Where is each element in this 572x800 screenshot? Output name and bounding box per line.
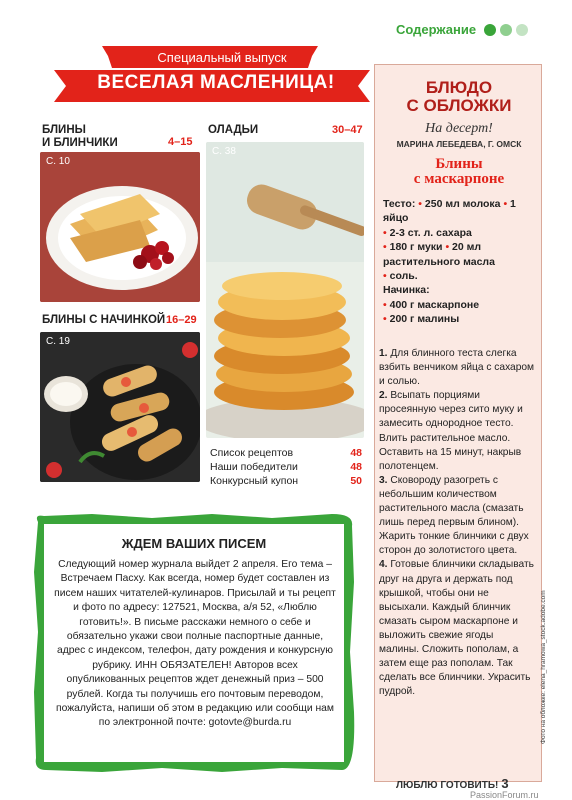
photo-credit: Фото на обложке: elena_hramowa_stock.adobe.com <box>540 590 547 744</box>
category-label-line1: БЛИНЫ <box>42 124 86 136</box>
filling-label: Начинка: <box>383 284 430 297</box>
dough-label: Тесто: <box>383 198 416 210</box>
step-number: 2. <box>379 390 388 402</box>
toc-header <box>396 22 528 37</box>
page-number: 3 <box>501 776 509 791</box>
cover-recipe-panel <box>374 64 542 782</box>
ingredient: 200 г малины <box>389 313 460 326</box>
ingredient: соль. <box>389 270 418 283</box>
special-issue-ribbon <box>54 46 370 104</box>
bullet-icon: • <box>383 226 387 239</box>
category-label-oladi[interactable] <box>208 124 258 137</box>
toc-dot-2 <box>500 24 512 36</box>
photo-oladi[interactable] <box>206 142 364 438</box>
toc-row-label: Конкурсный купон <box>210 475 299 487</box>
watermark: PassionForum.ru <box>470 790 539 800</box>
toc-title: Содержание <box>396 22 477 37</box>
step-text: Сковороду разогреть с небольшим количеством растительного масла (смазать лишь перед первым блином). Жарить тонкие блинчики с двух сторон до золотистого цвета. <box>379 474 529 557</box>
fritters-stack-illustration <box>206 142 364 438</box>
ingredients <box>383 197 539 327</box>
category-label-line1: ОЛАДЬИ <box>208 124 259 136</box>
recipe-step <box>379 558 535 699</box>
bullet-icon: • <box>418 198 422 210</box>
recipe-dish-name <box>375 157 543 187</box>
recipe-title-line2: С ОБЛОЖКИ <box>406 96 512 115</box>
stuffed-rolls-illustration <box>40 332 200 482</box>
category-pages-oladi: 30–47 <box>332 124 363 136</box>
toc-row[interactable] <box>210 474 362 488</box>
dish-name-line2: с маскарпоне <box>413 171 505 187</box>
bullet-icon: • <box>383 241 387 254</box>
pancake-plate-illustration <box>40 152 200 302</box>
letters-body: Следующий номер журнала выйдет 2 апреля. Его тема – Встречаем Пасху. Как всегда, номер будет составлен из писем наших читателей-кулинаров. Присылай и ты рецепт и фото по адресу: 127521, Москва, а/я 52, «Люблю готовить!». В письме расскажи немного о себе и обязательно укажи свои полные паспортные данные, адрес с индексом, телефон, дату рождения и конкурсную рубрику. ИНН ОБЯЗАТЕЛЕН! Авторов всех опубликованных рецептов ждет денежный приз – 500 рублей. Когда ты получишь его почтовым переводом, пожалуйста, напиши об этом в редакцию или сообщи нам по электронной почте: gotovte@burda.ru <box>54 559 336 729</box>
ingredient: 250 мл молока <box>424 198 501 210</box>
category-label-bliny-nachinka[interactable] <box>42 314 165 327</box>
photo-page-label: С. 19 <box>46 336 70 347</box>
recipe-author: МАРИНА ЛЕБЕДЕВА, Г. ОМСК <box>396 139 522 149</box>
toc-dot-3 <box>516 24 528 36</box>
recipe-subtitle: На десерт! <box>425 121 493 136</box>
toc-row-label: Наши победители <box>210 461 298 473</box>
toc-row-label: Список рецептов <box>210 447 294 459</box>
bullet-icon: • <box>383 270 387 283</box>
step-text: Всыпать порциями просеянную через сито муку и замесить однородное тесто. Влить растительное масло. Оставить на 15 минут, накрыв полотенцем. <box>379 390 523 472</box>
recipe-title-line1: БЛЮДО <box>425 78 493 97</box>
step-number: 1. <box>379 348 388 359</box>
page-footer <box>396 776 509 791</box>
letters-title: ЖДЕМ ВАШИХ ПИСЕМ <box>121 536 267 551</box>
letters-box <box>32 512 356 774</box>
ingredient: 2-3 ст. л. сахара <box>389 226 472 239</box>
category-label-line1: БЛИНЫ С НАЧИНКОЙ <box>42 314 166 326</box>
recipe-step <box>379 474 535 559</box>
photo-bliny[interactable] <box>40 152 200 302</box>
magazine-name: ЛЮБЛЮ ГОТОВИТЬ! <box>396 780 499 791</box>
ingredient: 20 мл растительного масла <box>383 241 495 268</box>
category-pages-bliny-nachinka: 16–29 <box>166 314 197 326</box>
bullet-icon: • <box>445 241 450 254</box>
step-text: Готовые блинчики складывать друг на друга и держать под крышкой, чтобы они не высыхали. Каждый блинчик смазать сыром маскарпоне и выложить свежие ягоды малины. Сложить пополам, а затем еще раз пополам. Так сделать все блинчики. Украсить пудрой. <box>379 559 534 698</box>
category-label-line2: И БЛИНЧИКИ <box>42 137 118 149</box>
category-label-bliny[interactable] <box>42 124 118 150</box>
recipe-panel-title <box>375 79 543 115</box>
photo-bliny-nachinka[interactable] <box>40 332 200 482</box>
toc-row[interactable] <box>210 446 362 460</box>
ingredient: 1 яйцо <box>383 198 516 225</box>
recipe-step <box>379 347 535 389</box>
dish-name-line1: Блины <box>435 156 483 172</box>
toc-row[interactable] <box>210 460 362 474</box>
step-number: 4. <box>379 559 388 571</box>
ribbon-subtitle: Специальный выпуск <box>157 50 287 65</box>
step-text: Для блинного теста слегка взбить венчиком яйца с сахаром и солью. <box>379 348 535 388</box>
ingredient: 400 г маскарпоне <box>389 298 480 311</box>
toc-row-page: 50 <box>350 475 362 487</box>
bullet-icon: • <box>383 313 387 326</box>
letters-inner <box>44 524 344 762</box>
toc-row-page: 48 <box>350 447 362 459</box>
toc-row-page: 48 <box>350 461 362 473</box>
photo-page-label: С. 10 <box>46 156 70 167</box>
bullet-icon: • <box>383 298 387 311</box>
bullet-icon: • <box>503 198 508 210</box>
step-number: 3. <box>379 474 388 486</box>
toc-dot-1 <box>484 24 496 36</box>
ingredient: 180 г муки <box>389 241 443 254</box>
toc-list <box>210 446 362 488</box>
recipe-step <box>379 389 535 474</box>
category-pages-bliny: 4–15 <box>168 136 193 148</box>
recipe-steps <box>379 347 535 699</box>
photo-page-label: С. 38 <box>212 146 236 157</box>
ribbon-title: ВЕСЕЛАЯ МАСЛЕНИЦА! <box>97 72 335 93</box>
